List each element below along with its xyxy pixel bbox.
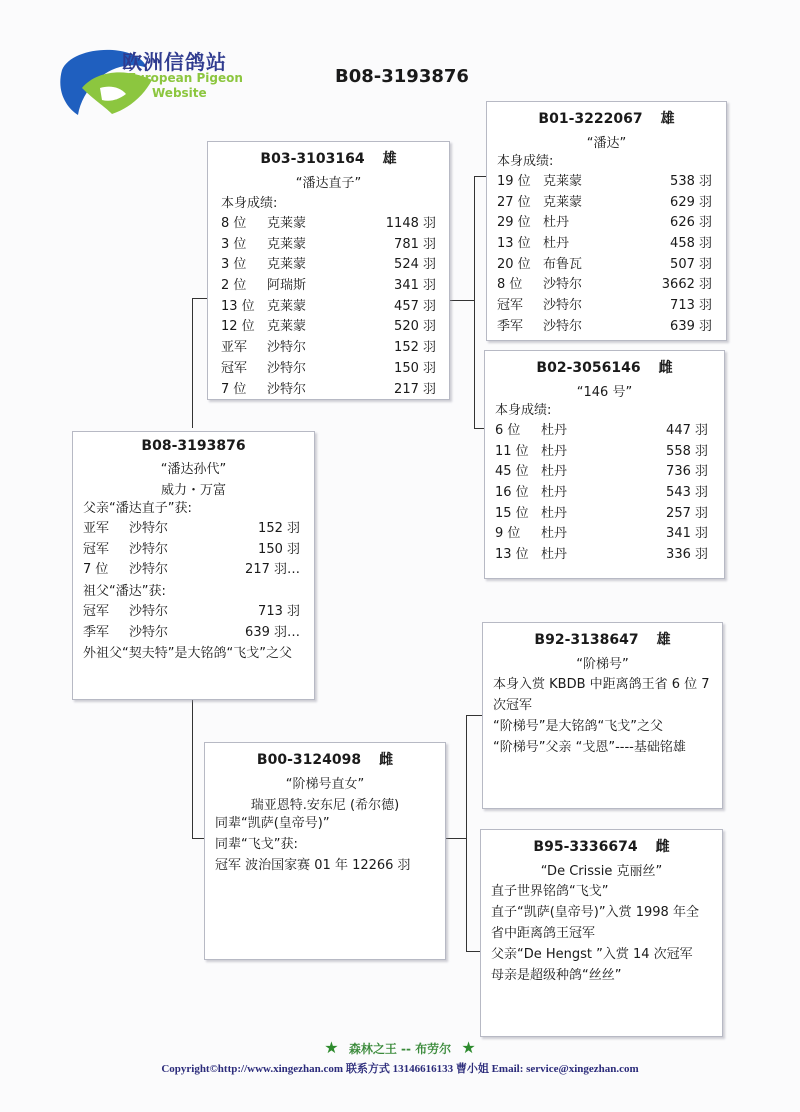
result-rank: 冠军 xyxy=(497,298,524,314)
site-logo xyxy=(52,40,282,125)
sire-card xyxy=(207,141,450,400)
result-row xyxy=(221,380,436,401)
star-icon: ★ xyxy=(324,1038,339,1057)
result-rank: 19 位 xyxy=(497,174,531,189)
dam-sire-card xyxy=(482,622,723,809)
result-row xyxy=(497,213,712,234)
result-row xyxy=(221,235,436,256)
result-row xyxy=(221,255,436,276)
sex-label: 雌 xyxy=(658,360,673,376)
result-bird-count: 629 羽 xyxy=(670,194,712,210)
result-row xyxy=(221,359,436,380)
page-title: B08-3193876 xyxy=(335,66,469,87)
result-row xyxy=(83,540,300,561)
result-bird-count: 217 羽… xyxy=(245,562,300,578)
result-row xyxy=(83,519,300,540)
result-rank: 9 位 xyxy=(495,526,521,542)
result-rank: 季军 xyxy=(83,624,110,640)
result-row xyxy=(495,483,708,504)
breeder-name: 威力・万富 xyxy=(160,483,226,498)
result-row xyxy=(221,317,436,338)
result-location: 杜丹 xyxy=(541,526,568,542)
info-line: 母亲是超级种鸽“丝丝” xyxy=(491,968,622,983)
result-location: 沙特尔 xyxy=(129,562,169,578)
result-row xyxy=(83,623,300,644)
result-location: 沙特尔 xyxy=(129,604,169,620)
result-bird-count: 558 羽 xyxy=(666,443,708,459)
result-rank: 11 位 xyxy=(495,443,529,459)
result-bird-count: 538 羽 xyxy=(670,174,712,189)
ring-number: B00-3124098 xyxy=(256,752,362,768)
result-location: 克莱蒙 xyxy=(267,236,307,252)
sex-label: 雌 xyxy=(655,839,670,855)
result-bird-count: 520 羽 xyxy=(394,319,436,335)
breeder-name: 瑞亚恩特.安东尼 (希尔德) xyxy=(250,798,400,813)
results-list xyxy=(83,602,300,643)
card-heading xyxy=(481,836,722,856)
pigeon-nickname: “潘达直子” xyxy=(295,176,362,191)
result-row xyxy=(495,421,708,442)
result-row xyxy=(221,338,436,359)
result-row xyxy=(495,545,708,566)
results-list xyxy=(495,421,708,566)
result-rank: 29 位 xyxy=(497,215,531,231)
result-location: 杜丹 xyxy=(541,423,568,438)
result-bird-count: 639 羽… xyxy=(245,624,300,640)
result-bird-count: 341 羽 xyxy=(394,278,436,294)
ring-number: B08-3193876 xyxy=(141,438,246,454)
logo-english-line1: European Pigeon xyxy=(128,71,243,85)
result-row xyxy=(497,255,712,276)
info-line: 同辈“飞戈”获: xyxy=(215,837,298,852)
result-rank: 7 位 xyxy=(83,562,109,578)
result-location: 杜丹 xyxy=(541,485,568,501)
star-icon: ★ xyxy=(461,1038,476,1057)
result-rank: 2 位 xyxy=(221,278,247,294)
result-rank: 冠军 xyxy=(83,604,110,620)
result-rank: 亚军 xyxy=(83,521,110,536)
result-location: 杜丹 xyxy=(543,215,570,231)
result-bird-count: 150 羽 xyxy=(394,360,436,376)
result-rank: 3 位 xyxy=(221,257,247,273)
result-rank: 13 位 xyxy=(495,547,529,563)
result-rank: 冠军 xyxy=(221,360,248,376)
result-rank: 45 位 xyxy=(495,464,529,480)
logo-chinese-name: 欧洲信鸽站 xyxy=(122,50,227,74)
result-rank: 15 位 xyxy=(495,505,529,521)
connector-line xyxy=(192,298,193,428)
result-rank: 冠军 xyxy=(83,541,110,557)
sex-label: 雄 xyxy=(660,111,675,127)
result-row xyxy=(495,442,708,463)
card-heading xyxy=(73,438,314,454)
result-row xyxy=(497,296,712,317)
pigeon-nickname: “146 号” xyxy=(576,385,633,400)
connector-line xyxy=(192,700,193,838)
sex-label: 雄 xyxy=(656,632,671,648)
result-bird-count: 524 羽 xyxy=(394,257,436,273)
connector-line xyxy=(192,838,204,839)
result-location: 沙特尔 xyxy=(543,318,583,334)
result-location: 沙特尔 xyxy=(129,521,169,536)
result-bird-count: 341 羽 xyxy=(666,526,708,542)
info-line: 同辈“凯萨(皇帝号)” xyxy=(215,816,330,831)
card-heading xyxy=(487,108,726,128)
card-heading xyxy=(205,749,445,769)
result-rank: 8 位 xyxy=(221,216,247,231)
sex-label: 雌 xyxy=(379,752,394,768)
result-rank: 亚军 xyxy=(221,340,248,356)
ring-number: B92-3138647 xyxy=(534,632,639,648)
grandfather-results-label: 祖父“潘达”获: xyxy=(83,584,166,600)
result-location: 沙特尔 xyxy=(267,360,307,376)
result-location: 沙特尔 xyxy=(543,277,583,293)
result-row xyxy=(497,317,712,338)
father-results-label: 父亲“潘达直子”获: xyxy=(83,501,192,516)
result-row xyxy=(495,462,708,483)
results-label: 本身成绩: xyxy=(221,196,278,211)
card-heading xyxy=(483,629,722,649)
result-row xyxy=(497,234,712,255)
result-location: 沙特尔 xyxy=(129,541,169,557)
result-rank: 6 位 xyxy=(495,423,521,438)
result-bird-count: 626 羽 xyxy=(670,215,712,231)
result-bird-count: 713 羽 xyxy=(258,604,300,620)
ring-number: B01-3222067 xyxy=(538,111,643,127)
result-bird-count: 543 羽 xyxy=(666,485,708,501)
result-rank: 7 位 xyxy=(221,381,247,397)
result-bird-count: 257 羽 xyxy=(666,505,708,521)
result-location: 克莱蒙 xyxy=(267,298,307,314)
connector-line xyxy=(474,176,475,429)
result-rank: 20 位 xyxy=(497,256,531,272)
result-location: 克莱蒙 xyxy=(543,174,583,189)
result-rank: 季军 xyxy=(497,318,524,334)
subject-card xyxy=(72,431,315,700)
info-line: 直子“凯萨(皇帝号)”入赏 1998 年全省中距离鸽王冠军 xyxy=(491,905,699,941)
result-location: 杜丹 xyxy=(541,547,568,563)
result-bird-count: 713 羽 xyxy=(670,298,712,314)
result-rank: 16 位 xyxy=(495,485,529,501)
results-list xyxy=(497,172,712,338)
connector-line xyxy=(474,428,484,429)
result-rank: 8 位 xyxy=(497,277,523,293)
results-list xyxy=(83,519,300,581)
info-line: 直子世界铭鸽“飞戈” xyxy=(491,884,609,899)
pigeon-nickname: “潘达孙代” xyxy=(160,462,227,477)
result-bird-count: 217 羽 xyxy=(394,381,436,397)
result-location: 沙特尔 xyxy=(129,624,169,640)
card-heading xyxy=(485,357,724,377)
result-location: 阿瑞斯 xyxy=(267,278,307,294)
result-location: 沙特尔 xyxy=(543,298,583,314)
result-bird-count: 336 羽 xyxy=(666,547,708,563)
footer-slogan xyxy=(0,1038,800,1057)
result-location: 杜丹 xyxy=(541,464,568,480)
info-line: 冠军 波治国家赛 01 年 12266 羽 xyxy=(215,858,411,873)
sire-dam-card xyxy=(484,350,725,579)
result-bird-count: 447 羽 xyxy=(666,423,708,438)
result-row xyxy=(221,297,436,318)
result-bird-count: 781 羽 xyxy=(394,236,436,252)
sire-sire-card xyxy=(486,101,727,341)
pigeon-nickname: “阶梯号直女” xyxy=(285,777,365,792)
result-bird-count: 152 羽 xyxy=(258,521,300,536)
pigeon-nickname: “潘达” xyxy=(586,136,627,151)
sex-label: 雄 xyxy=(382,151,397,167)
result-location: 沙特尔 xyxy=(267,340,307,356)
result-location: 克莱蒙 xyxy=(267,216,307,231)
result-rank: 3 位 xyxy=(221,236,247,252)
result-bird-count: 736 羽 xyxy=(666,464,708,480)
result-bird-count: 457 羽 xyxy=(394,298,436,314)
result-location: 杜丹 xyxy=(543,236,570,252)
connector-line xyxy=(474,176,486,177)
info-text: 本身入赏 KBDB 中距离鸽王省 6 位 7 次冠军 xyxy=(493,677,710,713)
results-list xyxy=(221,214,436,400)
connector-line xyxy=(446,838,466,839)
info-text: “阶梯号”是大铭鸽“飞戈”之父 xyxy=(493,719,663,734)
pedigree-note: 外祖父“契夫特”是大铭鸽“飞戈”之父 xyxy=(83,646,292,662)
connector-line xyxy=(192,298,208,299)
card-heading xyxy=(208,148,449,168)
dam-card xyxy=(204,742,446,960)
connector-line xyxy=(466,715,482,716)
result-location: 克莱蒙 xyxy=(267,319,307,335)
result-row xyxy=(495,524,708,545)
result-row xyxy=(497,193,712,214)
connector-line xyxy=(466,715,467,951)
logo-english-line2: Website xyxy=(152,86,207,100)
result-location: 杜丹 xyxy=(541,443,568,459)
result-row xyxy=(83,560,300,581)
ring-number: B03-3103164 xyxy=(260,151,365,167)
dam-dam-card xyxy=(480,829,723,1037)
info-text: “阶梯号”父亲 “戈恩”----基础铭雄 xyxy=(493,740,686,755)
ring-number: B02-3056146 xyxy=(536,360,641,376)
result-location: 沙特尔 xyxy=(267,381,307,397)
result-location: 布鲁瓦 xyxy=(543,256,583,272)
info-line: 父亲“De Hengst ”入赏 14 次冠军 xyxy=(491,947,693,962)
results-label: 本身成绩: xyxy=(497,154,554,169)
result-bird-count: 507 羽 xyxy=(670,256,712,272)
result-rank: 27 位 xyxy=(497,194,531,210)
result-rank: 13 位 xyxy=(497,236,531,252)
result-location: 克莱蒙 xyxy=(543,194,583,210)
result-rank: 13 位 xyxy=(221,298,255,314)
result-bird-count: 152 羽 xyxy=(394,340,436,356)
result-bird-count: 150 羽 xyxy=(258,541,300,557)
slogan-text: 森林之王 -- 布劳尔 xyxy=(348,1042,452,1056)
result-bird-count: 3662 羽 xyxy=(661,277,712,293)
pigeon-nickname: “阶梯号” xyxy=(576,657,629,672)
pigeon-nickname: “De Crissie 克丽丝” xyxy=(540,864,663,879)
result-bird-count: 639 羽 xyxy=(670,318,712,334)
footer-copyright: Copyright©http://www.xingezhan.com 联系方式 13146616133 曹小姐 Email: service@xingezhan.com xyxy=(161,1063,639,1075)
ring-number: B95-3336674 xyxy=(533,839,638,855)
connector-line xyxy=(450,300,474,301)
result-location: 克莱蒙 xyxy=(267,257,307,273)
result-rank: 12 位 xyxy=(221,319,255,335)
result-row xyxy=(497,275,712,296)
result-location: 杜丹 xyxy=(541,505,568,521)
result-row xyxy=(221,214,436,235)
results-label: 本身成绩: xyxy=(495,403,552,418)
result-row xyxy=(495,504,708,525)
result-bird-count: 458 羽 xyxy=(670,236,712,252)
result-row xyxy=(83,602,300,623)
result-row xyxy=(497,172,712,193)
result-row xyxy=(221,276,436,297)
connector-line xyxy=(466,951,480,952)
result-bird-count: 1148 羽 xyxy=(385,216,436,231)
